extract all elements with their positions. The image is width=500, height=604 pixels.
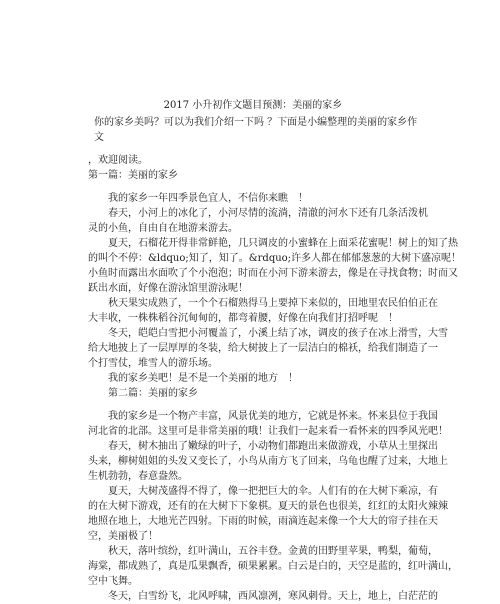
text-line: 生机勃勃，春意盎然。 [88, 471, 188, 482]
paragraph-p6 [88, 371, 418, 386]
document-title: 2017 小升初作文题目预测：美丽的家乡 [163, 100, 343, 111]
text-line: 灵的小鱼，自由自在地游来游去。 [88, 223, 238, 234]
text-line: 的在大树下游戏，还有的在大树下下象棋。夏天的景色也很美，红红的太阳火辣辣 [88, 501, 448, 512]
paragraph-p9 [88, 484, 448, 544]
paragraph-p11 [88, 589, 438, 604]
text-line: 空中飞舞。 [88, 576, 138, 587]
text-line: 夏天，石榴花开得非常鲜艳，几只调皮的小蜜蜂在上面采花蜜呢！树上的知了热 [108, 238, 458, 249]
text-line: 河北省的北部。这里可是非常美丽的哦！让我们一起来看一看怀来的四季风光吧！ [88, 426, 448, 437]
text-line: 春天，小河上的冰化了，小河尽情的流淌，清澈的河水下还有几条活泼机 [108, 208, 428, 219]
paragraph-p8 [88, 439, 448, 484]
text-line: 头来，柳树姐姐的头发又变长了，小鸟从南方飞了回来，乌龟也醒了过来，大地上 [88, 456, 448, 467]
spacer [88, 401, 418, 409]
text-line: 我的家乡是一个物产丰富，风景优美的地方，它就是怀来。怀来县位于我国 [108, 411, 438, 422]
paragraph-p5 [88, 326, 448, 371]
section2-heading: 第二篇：美丽的家乡 [108, 388, 198, 399]
text-line: 空，美丽极了！ [88, 531, 158, 542]
text-line: 我的家乡一年四季景色宜人，不信你来瞧 ！ [108, 193, 308, 204]
text-line: 冬天，皑皑白雪把小河覆盖了，小溪上结了冰，调皮的孩子在冰上滑雪，大雪 [108, 328, 448, 339]
welcome-line: ，欢迎阅读。 [88, 155, 148, 166]
text-line: 大丰收，一株株稻谷沉甸甸的，都弯着腰，好像在向我们打招呼呢 ！ [88, 313, 398, 324]
text-line: 跃出水面，好像在游泳馆里游泳呢！ [88, 283, 248, 294]
text-line: 给大地披上了一层厚厚的冬装，给大树披上了一层洁白的棉袄，给我们制造了一 [88, 343, 438, 354]
paragraph-p3 [88, 236, 462, 296]
text-line: 夏天，大树茂盛得不得了，像一把把巨大的伞。人们有的在大树下乘凉，有 [108, 486, 438, 497]
text-line: 秋天果实成熟了，一个个石榴熟得马上要掉下来似的，田地里农民伯伯正在 [108, 298, 438, 309]
section1-heading: 第一篇：美丽的家乡 [88, 170, 178, 181]
text-line: 我的家乡美吧！是不是一个美丽的地方 ！ [108, 373, 298, 384]
paragraph-p7 [88, 409, 448, 439]
text-line: 冬天，白雪纷飞，北风呼啸，西风凛冽，寒风刺骨。天上，地上，白茫茫的 [108, 591, 438, 602]
document-subtitle: 你的家乡美吗？可以为我们介绍一下吗 ？下面是小编整理的美丽的家乡作文 [94, 117, 418, 143]
spacer [88, 145, 418, 153]
text-line: 秋天，落叶缤纷，红叶满山，五谷丰登。金黄的田野里苹果，鸭梨，葡萄， [108, 546, 438, 557]
paragraph-p1 [88, 191, 418, 206]
paragraph-p4 [88, 296, 438, 326]
spacer [88, 183, 418, 191]
text-line: 地照在地上，大地光芒四射。下雨的时候，雨滴连起来像一个大大的帘子挂在天 [88, 516, 438, 527]
document-body [88, 98, 462, 604]
text-line: 个打雪仗，堆雪人的游乐场。 [88, 358, 218, 369]
text-line: 小鱼时而露出水面吹了个小泡泡；时而在小河下游来游去，像是在寻找食物；时而又 [88, 268, 458, 279]
paragraph-p2 [88, 206, 428, 236]
text-line: 海棠，都成熟了，真是瓜果飘香，硕果累累。白云是白的，天空是蓝的，红叶满山， [88, 561, 458, 572]
text-line: 春天，树木抽出了嫩绿的叶子，小动物们都跑出来做游戏，小草从土里探出 [108, 441, 438, 452]
text-line: 的叫个不停：&ldquo;知了，知了。&rdquo;许多人都在郁郁葱葱的大树下盛凉呢！ [88, 253, 462, 264]
